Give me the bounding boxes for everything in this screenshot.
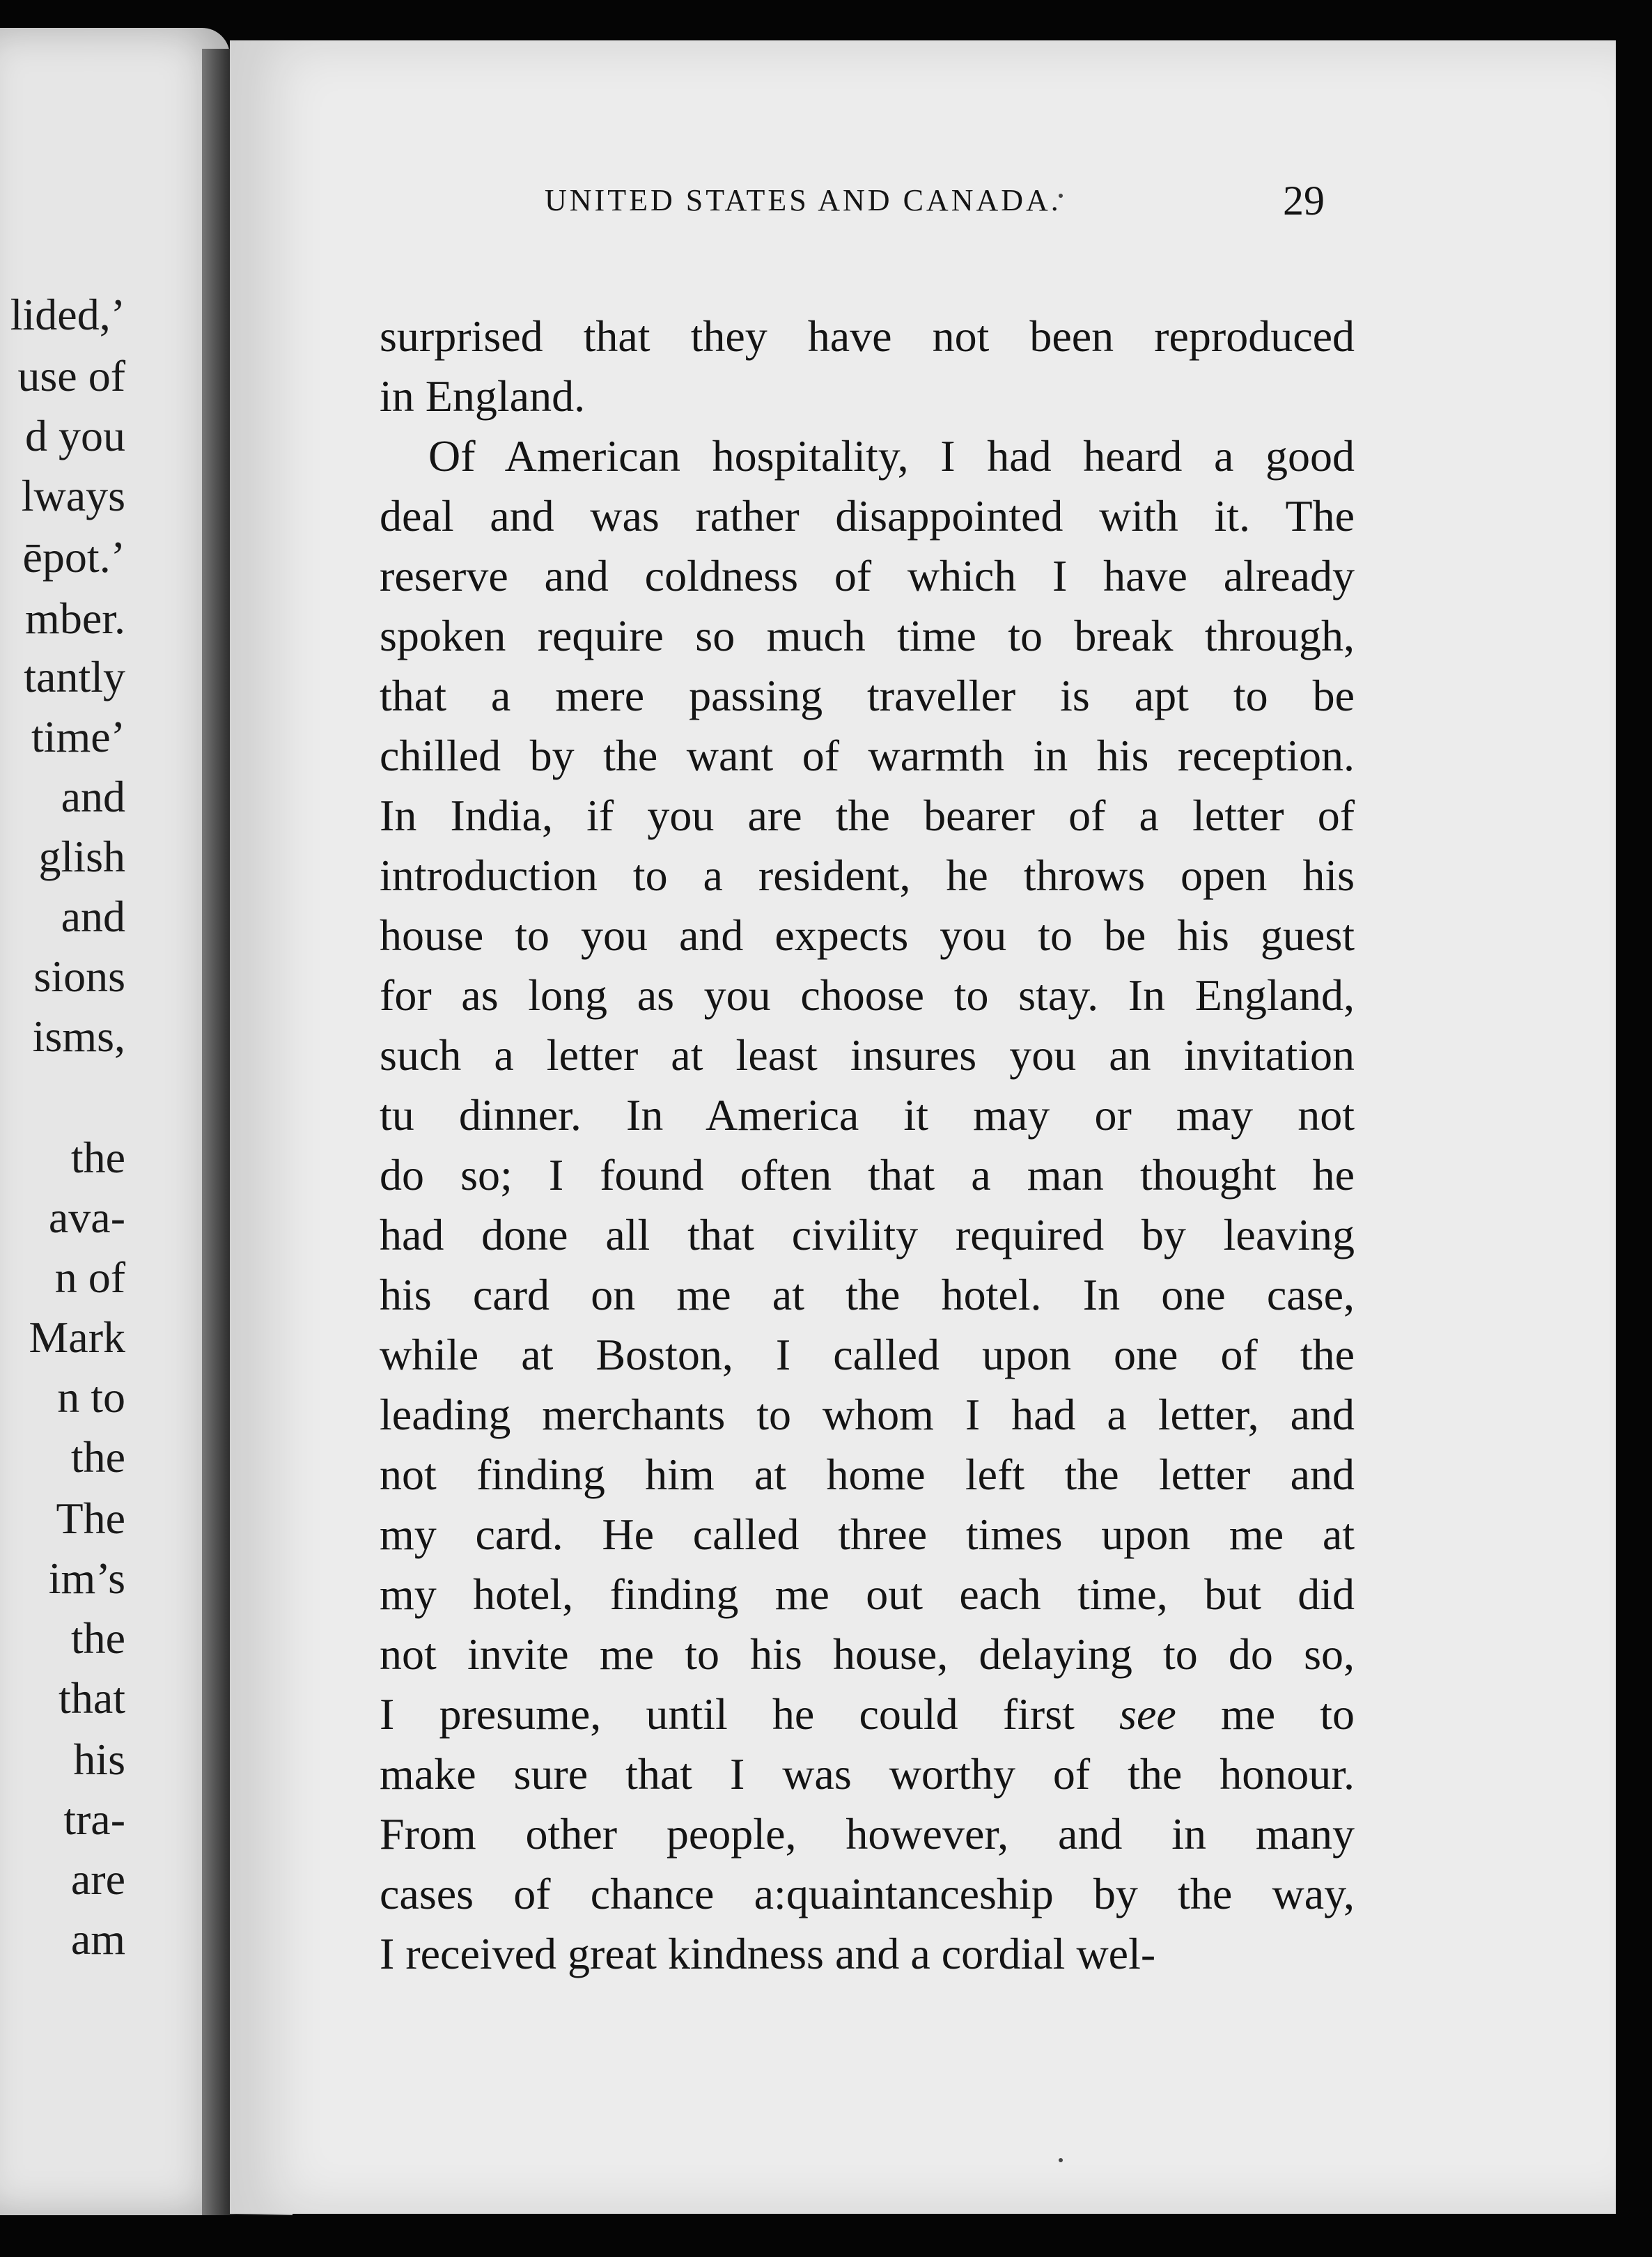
text-line: not finding him at home left the letter and [380, 1450, 1355, 1499]
left-page-line: am [70, 1914, 125, 1964]
left-page-line: use of [17, 351, 125, 401]
text-line: I received great kindness and a cordial wel- [380, 1929, 1156, 1978]
left-page-line: isms, [32, 1011, 125, 1061]
left-page-line: time’ [31, 712, 125, 761]
left-page-line: n to [57, 1372, 125, 1422]
body-text [380, 307, 1355, 1984]
text-line: Of American hospitality, I had heard a good [428, 431, 1355, 481]
text-line: that a mere passing traveller is apt to be [380, 671, 1355, 720]
text-line: leading merchants to whom I had a letter, and [380, 1390, 1355, 1439]
left-page-line: Mark [29, 1312, 125, 1362]
left-page-line: his [73, 1735, 125, 1784]
left-page-line: the [70, 1432, 125, 1482]
text-line: in England. [380, 371, 586, 421]
text-line: deal and was rather disappointed with it. The [380, 491, 1355, 541]
left-page-line: the [70, 1613, 125, 1663]
left-page-line: sions [33, 952, 125, 1001]
text-fragment: me to [1220, 1689, 1355, 1739]
left-page-line: are [70, 1854, 125, 1904]
running-head: UNITED STATES AND CANADA. [545, 183, 1061, 217]
text-line: his card on me at the hotel. In one case, [380, 1270, 1355, 1319]
text-line: such a letter at least insures you an invitation [380, 1030, 1355, 1080]
text-line: not invite me to his house, delaying to do so, [380, 1629, 1355, 1679]
text-line: chilled by the want of warmth in his reception. [380, 731, 1355, 780]
text-line: cases of chance a:quaintanceship by the way, [380, 1869, 1355, 1918]
text-line: had done all that civility required by leaving [380, 1210, 1355, 1259]
page-number: 29 [1283, 178, 1325, 224]
italic-word: see [1119, 1689, 1176, 1739]
text-line: house to you and expects you to be his guest [380, 910, 1355, 960]
text-line: my hotel, finding me out each time, but did [380, 1569, 1355, 1619]
text-fragment: I presume, until he could first [380, 1689, 1075, 1739]
text-line: spoken require so much time to break through, [380, 611, 1355, 660]
text-line: do so; I found often that a man thought he [380, 1150, 1355, 1200]
speck-mark [1059, 2158, 1063, 2162]
left-page-line: lways [21, 471, 125, 520]
left-page-line: and [61, 892, 125, 941]
text-line: for as long as you choose to stay. In England, [380, 970, 1355, 1020]
left-page-line: the [70, 1133, 125, 1182]
left-page-line: mber. [25, 594, 125, 643]
left-page-line: lided,’ [10, 290, 125, 339]
left-page-line: that [59, 1673, 125, 1723]
text-line: introduction to a resident, he throws open his [380, 851, 1355, 900]
left-page-line: n of [54, 1252, 125, 1302]
text-line [380, 1684, 1355, 1744]
text-line: make sure that I was worthy of the honour. [380, 1749, 1355, 1799]
left-page-line: tantly [24, 652, 125, 701]
text-line: surprised that they have not been reproduced [380, 311, 1355, 361]
left-page-line: and [61, 772, 125, 821]
left-page-line: tra- [63, 1794, 125, 1844]
left-page-line: ava- [48, 1193, 125, 1242]
left-page-line: ēpot.’ [22, 532, 125, 582]
left-page-line: d you [25, 411, 125, 460]
text-line: tu dinner. In America it may or may not [380, 1090, 1355, 1140]
text-line: From other people, however, and in many [380, 1809, 1355, 1859]
left-page-edge [0, 28, 230, 2215]
left-page-line: glish [38, 832, 125, 881]
text-line: my card. He called three times upon me at [380, 1510, 1355, 1559]
text-line: In India, if you are the bearer of a letter of [380, 791, 1355, 840]
page-header [315, 178, 1325, 238]
text-line: reserve and coldness of which I have already [380, 551, 1355, 600]
left-page-line: The [56, 1494, 125, 1543]
text-line: while at Boston, I called upon one of the [380, 1330, 1355, 1379]
left-page-line: im’s [48, 1553, 125, 1603]
